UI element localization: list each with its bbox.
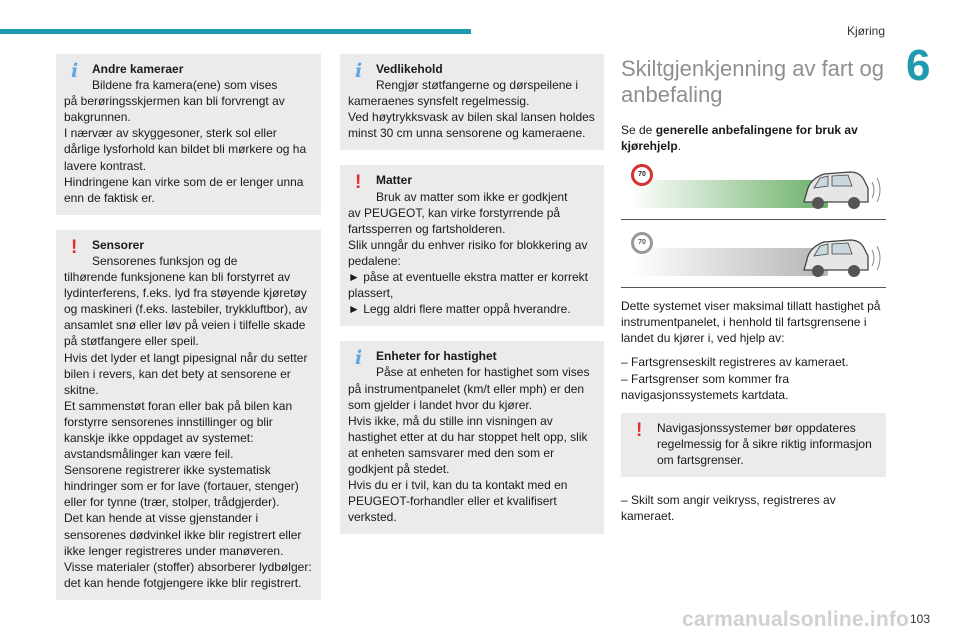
note-first-line: Rengjør støtfangerne og dørspeilene i [376, 78, 579, 93]
note-title: Sensorer [92, 237, 145, 252]
intro-paragraph [621, 122, 886, 154]
warning-note-navigation [621, 413, 886, 477]
note-body: regelmessig for å sikre riktig informasjon om fartsgrenser. [657, 436, 872, 467]
section-title: Skiltgjenkjenning av fart og anbefaling [621, 56, 884, 107]
note-first-line: Påse at enheten for hastighet som vises [376, 365, 590, 380]
list-item: – Fartsgrenseskilt registreres av kameraet. [621, 355, 849, 370]
note-body: på berøringsskjermen kan bli forvrengt av bakgrunnen. I nærvær av skyggesoner, sterk sol eller dårlige lysforhold kan bildet bli mørkere og ha lavere kontrast. Hindringene kan virke som de er lenger unna enn de faktisk er. [64, 94, 307, 205]
illustration-sign-map [621, 230, 886, 288]
info-note-cameras [56, 54, 321, 215]
note-first-line: Navigasjonssystemer bør oppdateres [657, 420, 856, 435]
watermark: carmanualsonline.info [682, 608, 910, 631]
warning-icon: ! [71, 236, 78, 258]
speed-sign-icon: 70 [631, 232, 653, 254]
note-body: på instrumentpanelet (km/t eller mph) er den som gjelder i landet hvor du kjører. Hvis ikke, må du stille inn visningen av hastighet etter at du har stoppet helt opp, slik at enheten samsvarer med den som er godkjent på stedet. Hvis du er i tvil, kan du ta kontakt med en PEUGEOT-forhandler eller et kvalifisert verksted. [348, 381, 588, 525]
note-body: av PEUGEOT, kan virke forstyrrende på fartssperren og fartsholderen. Slik unngår du enhver risiko for blokkering av pedalene: ► påse at eventuelle ekstra matter er korrekt plassert, ► Legg aldri flere matter oppå hverandre. [348, 205, 588, 317]
car-icon [798, 232, 886, 284]
speed-sign-icon: 70 [631, 164, 653, 186]
info-note-speed-units [340, 341, 604, 534]
info-icon: i [71, 60, 79, 82]
section-name: Kjøring [846, 24, 885, 38]
chapter-number: 6 [906, 41, 931, 90]
info-icon: i [355, 347, 363, 370]
illustration-sign-detected [621, 162, 886, 220]
intro-text: Se de [621, 123, 656, 137]
note-title: Matter [376, 173, 413, 188]
warning-note-sensors [56, 230, 321, 600]
car-icon [798, 164, 886, 216]
info-note-maintenance [340, 54, 604, 150]
page-number: 103 [909, 612, 930, 626]
column-1 [56, 54, 321, 615]
warning-note-mats [340, 165, 604, 326]
system-description: Dette systemet viser maksimal tillatt hastighet på instrumentpanelet, i henhold til fartsgrensene i landet du kjører i, ved hjelp av: [621, 299, 881, 346]
note-title: Vedlikehold [376, 62, 443, 76]
note-title: Enheter for hastighet [376, 349, 497, 364]
header-accent-bar [0, 29, 471, 34]
note-body: tilhørende funksjonene kan bli forstyrret av lydinterferens, f.eks. lyd fra støyende kjøretøy og maskineri (f.eks. lastebiler, trykkluftbor), av ansamlet snø eller løv på veien i tilfelle skade på støtfangere eller speil. Hvis det lyder et langt pipesignal når du setter bilen i revers, kan det bety at sensorene er skitne. Et sammenstøt foran eller bak på bilen kan forstyrre sensorenes innstillinger og blir kanskje ikke oppdaget av systemet: avstandsmålinger kan være feil. Sensorene registrerer ikke systematisk hindringer som er for lave (fortauer, stenger) eller for tynne (trær, stolper, trådgjerder). Det kan hende at visse gjenstander i sensorenes dødvinkel ikke blir registrert eller ikke lenger registreres under manøveren. Visse materialer (stoffer) absorberer lydbølger: det kan hende fotgjengere ikke blir registrert. [64, 270, 312, 590]
note-first-line: Sensorenes funksjon og de [92, 253, 238, 268]
info-icon: i [355, 60, 363, 82]
intro-end: . [677, 139, 682, 154]
column-3 [621, 56, 886, 524]
note-first-line: Bildene fra kamera(ene) som vises [92, 78, 278, 93]
note-body: kameraenes synsfelt regelmessig. Ved høytrykksvask av bilen skal lansen holdes minst 30 cm unna sensorene og kameraene. [348, 94, 595, 141]
note-title: Andre kameraer [92, 62, 184, 76]
list-item: – Fartsgrenser som kommer fra navigasjonssystemets kartdata. [621, 371, 790, 402]
note-first-line: Bruk av matter som ikke er godkjent [376, 189, 568, 204]
warning-icon: ! [355, 172, 362, 194]
intro-bold-text: generelle anbefalingene for bruk av kjørehjelp [621, 123, 858, 154]
column-2 [340, 54, 604, 549]
warning-icon: ! [636, 419, 643, 441]
list-item: – Skilt som angir veikryss, registreres av kameraet. [621, 493, 836, 524]
